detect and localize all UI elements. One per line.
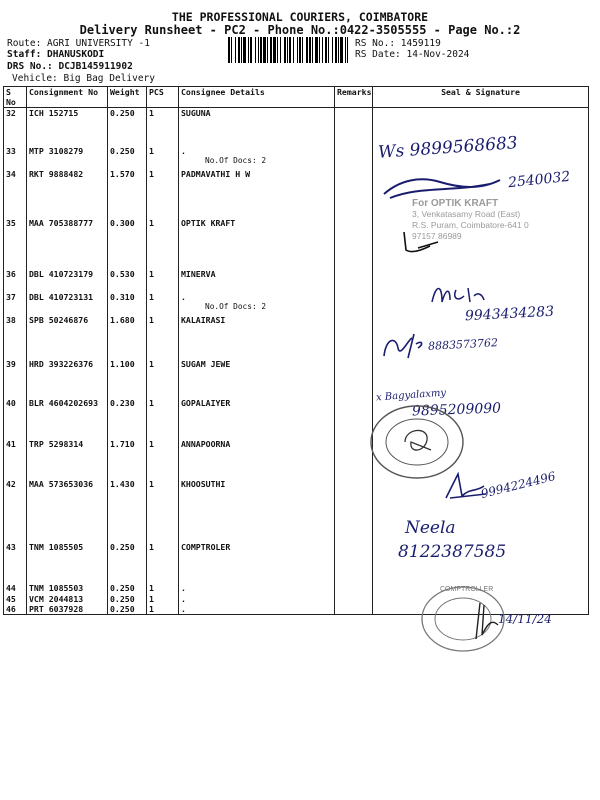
cell-consignee-text: . <box>181 603 186 614</box>
cell-weight <box>108 583 147 594</box>
cell-pcs <box>147 398 179 439</box>
cell-consignment-no-text: SPB 50246876 <box>29 314 89 325</box>
cell-consignee-text: ANNAPOORNA <box>181 438 231 449</box>
runsheet-table <box>3 86 589 615</box>
cell-pcs-text: 1 <box>149 603 154 614</box>
cell-consignment-no <box>27 292 108 315</box>
cell-consignee-text: . <box>181 593 186 604</box>
col-remarks: Remarks <box>335 87 373 108</box>
cell-weight <box>108 542 147 583</box>
cell-pcs <box>147 594 179 604</box>
cell-seal-signature <box>373 169 589 218</box>
cell-sno-text: 32 <box>6 108 16 118</box>
cell-consignment-no <box>27 315 108 359</box>
table-row <box>4 359 589 398</box>
cell-consignment-no-text: DBL 410723131 <box>29 291 94 302</box>
cell-consignment-no-text: BLR 4604202693 <box>29 397 99 408</box>
cell-remarks <box>335 169 373 218</box>
handwritten-phone-42: 8122387585 <box>398 542 507 562</box>
table-row <box>4 292 589 315</box>
cell-consignment-no-text: MAA 573653036 <box>29 478 94 489</box>
cell-sno-text: 45 <box>6 593 16 604</box>
cell-sno-text: 44 <box>6 582 16 593</box>
col-consignment: Consignment No <box>27 87 108 108</box>
cell-consignment-no-text: MAA 705388777 <box>29 217 94 228</box>
cell-weight <box>108 359 147 398</box>
col-pcs: PCS <box>147 87 179 108</box>
cell-consignment-no-text: PRT 6037928 <box>29 603 84 614</box>
cell-sno-text: 36 <box>6 268 16 279</box>
cell-consignment-no-text: TNM 1085505 <box>29 541 84 552</box>
cell-pcs-text: 1 <box>149 478 154 489</box>
cell-seal-signature <box>373 218 589 269</box>
cell-consignee <box>179 218 335 269</box>
cell-consignee-text: OPTIK KRAFT <box>181 217 236 228</box>
cell-remarks <box>335 292 373 315</box>
cell-sno-text: 37 <box>6 291 16 302</box>
cell-seal-signature <box>373 108 589 146</box>
cell-consignment-no <box>27 218 108 269</box>
cell-weight <box>108 315 147 359</box>
route-label: Route: AGRI UNIVERSITY -1 <box>7 38 150 49</box>
cell-pcs <box>147 604 179 615</box>
stamp-line-4: 97157 86989 <box>412 231 462 241</box>
cell-consignee <box>179 108 335 146</box>
cell-weight-text: 1.430 <box>110 478 135 489</box>
cell-sno-text: 40 <box>6 397 16 408</box>
cell-weight <box>108 146 147 169</box>
handwritten-phone-33: Ws 9899568683 <box>377 133 519 163</box>
barcode <box>228 37 348 63</box>
cell-consignment-no <box>27 269 108 292</box>
cell-sno <box>4 292 27 315</box>
cell-consignment-no <box>27 604 108 615</box>
cell-consignee <box>179 583 335 594</box>
cell-consignee-text: KALAIRASI <box>181 314 226 325</box>
cell-pcs-text: 1 <box>149 291 154 302</box>
cell-sno <box>4 583 27 594</box>
cell-seal-signature <box>373 583 589 594</box>
cell-weight-text: 1.680 <box>110 314 135 325</box>
cell-weight <box>108 479 147 542</box>
cell-pcs <box>147 108 179 146</box>
cell-remarks <box>335 359 373 398</box>
cell-pcs-text: 1 <box>149 397 154 408</box>
cell-weight-text: 0.530 <box>110 268 135 279</box>
cell-pcs-text: 1 <box>149 582 154 593</box>
cell-seal-signature <box>373 359 589 398</box>
cell-sno-text: 39 <box>6 358 16 369</box>
cell-sno <box>4 315 27 359</box>
cell-seal-signature <box>373 439 589 479</box>
cell-sno-text: 43 <box>6 541 16 552</box>
cell-pcs-text: 1 <box>149 314 154 325</box>
cell-weight <box>108 218 147 269</box>
cell-sno-text: 42 <box>6 478 16 489</box>
cell-sno <box>4 479 27 542</box>
cell-pcs <box>147 315 179 359</box>
runsheet-subtitle: Delivery Runsheet - PC2 - Phone No.:0422-3505555 - Page No.:2 <box>79 23 521 37</box>
table-row <box>4 604 589 615</box>
cell-pcs-text: 1 <box>149 217 154 228</box>
cell-consignee <box>179 439 335 479</box>
handwritten-phone-41: 9994224496 <box>479 468 557 502</box>
cell-weight-text: 0.230 <box>110 397 135 408</box>
cell-weight <box>108 604 147 615</box>
cell-consignment-no <box>27 359 108 398</box>
cell-sno-text: 33 <box>6 145 16 156</box>
cell-sno <box>4 146 27 169</box>
cell-sno-text: 35 <box>6 217 16 228</box>
cell-sno <box>4 218 27 269</box>
cell-seal-signature <box>373 604 589 615</box>
cell-sno <box>4 439 27 479</box>
cell-consignment-no-text: DBL 410723179 <box>29 268 94 279</box>
cell-pcs <box>147 292 179 315</box>
cell-consignment-no-text: HRD 393226376 <box>29 358 94 369</box>
cell-consignee <box>179 359 335 398</box>
cell-consignment-no-text: VCM 2044813 <box>29 593 84 604</box>
cell-seal-signature <box>373 398 589 439</box>
cell-consignment-no <box>27 542 108 583</box>
cell-seal-signature <box>373 146 589 169</box>
cell-consignee <box>179 594 335 604</box>
table-row <box>4 146 589 169</box>
handwritten-phone-39: 9895209090 <box>411 400 502 420</box>
handwritten-date-43: 14/11/24 <box>498 612 552 626</box>
cell-seal-signature <box>373 292 589 315</box>
cell-weight-text: 0.250 <box>110 541 135 552</box>
cell-weight <box>108 439 147 479</box>
cell-consignee <box>179 604 335 615</box>
cell-pcs-text: 1 <box>149 438 154 449</box>
cell-remarks <box>335 439 373 479</box>
cell-consignee-text: COMPTROLER <box>181 541 231 552</box>
cell-consignment-no <box>27 479 108 542</box>
cell-pcs <box>147 359 179 398</box>
cell-consignee-text: . <box>181 291 186 302</box>
cell-remarks <box>335 542 373 583</box>
cell-consignment-no-text: TRP 5298314 <box>29 438 84 449</box>
cell-remarks <box>335 398 373 439</box>
cell-weight-text: 0.250 <box>110 603 135 614</box>
table-row <box>4 218 589 269</box>
table-row <box>4 542 589 583</box>
cell-sno <box>4 594 27 604</box>
cell-pcs-text: 1 <box>149 593 154 604</box>
cell-seal-signature <box>373 594 589 604</box>
cell-weight <box>108 398 147 439</box>
cell-weight-text: 1.710 <box>110 438 135 449</box>
cell-pcs <box>147 146 179 169</box>
cell-remarks <box>335 583 373 594</box>
cell-consignee-text: GOPALAIYER <box>181 397 231 408</box>
handwritten-phone-37: 9943434283 <box>464 303 555 325</box>
table-row <box>4 439 589 479</box>
cell-remarks <box>335 269 373 292</box>
cell-remarks <box>335 108 373 146</box>
cell-pcs <box>147 479 179 542</box>
table-row <box>4 108 589 146</box>
handwritten-name-39: x Bagyalaxmy <box>375 387 447 404</box>
table-row <box>4 269 589 292</box>
cell-weight-text: 1.100 <box>110 358 135 369</box>
vehicle-label: Vehicle: Big Bag Delivery <box>12 73 155 84</box>
cell-remarks <box>335 479 373 542</box>
cell-weight <box>108 169 147 218</box>
cell-weight-text: 0.250 <box>110 593 135 604</box>
cell-consignment-no-text: RKT 9888482 <box>29 168 84 179</box>
cell-sno <box>4 269 27 292</box>
drs-label: DRS No.: DCJB145911902 <box>7 61 133 72</box>
cell-consignee <box>179 479 335 542</box>
table-row <box>4 315 589 359</box>
cell-consignee <box>179 292 335 315</box>
cell-sno-text: 46 <box>6 603 16 614</box>
cell-seal-signature <box>373 542 589 583</box>
cell-weight <box>108 108 147 146</box>
stamp-line-3: R.S. Puram, Coimbatore-641 0 <box>412 220 529 230</box>
cell-consignee <box>179 315 335 359</box>
table-header-row <box>4 87 589 108</box>
col-seal-signature: Seal & Signature <box>373 87 589 108</box>
handwritten-phone-38: 8883573762 <box>427 336 499 353</box>
cell-consignment-no <box>27 398 108 439</box>
cell-seal-signature <box>373 315 589 359</box>
staff-label: Staff: DHANUSKODI <box>7 49 105 60</box>
cell-consignment-no <box>27 108 108 146</box>
cell-sno-text: 41 <box>6 438 16 449</box>
cell-consignee-text: SUGAM JEWE <box>181 358 231 369</box>
cell-weight <box>108 594 147 604</box>
cell-consignee-text: PADMAVATHI H W <box>181 168 251 179</box>
cell-weight-text: 0.310 <box>110 291 135 302</box>
cell-weight <box>108 269 147 292</box>
cell-pcs <box>147 269 179 292</box>
cell-pcs-text: 1 <box>149 541 154 552</box>
table-row <box>4 479 589 542</box>
cell-weight-text: 0.250 <box>110 108 135 118</box>
cell-sno-text: 34 <box>6 168 16 179</box>
stamp-line-2: 3, Venkatasamy Road (East) <box>412 209 521 219</box>
cell-sno <box>4 604 27 615</box>
cell-consignee-text: . <box>181 145 186 156</box>
cell-consignment-no <box>27 169 108 218</box>
cell-sno <box>4 542 27 583</box>
cell-remarks <box>335 218 373 269</box>
cell-pcs-text: 1 <box>149 168 154 179</box>
cell-consignee <box>179 542 335 583</box>
cell-pcs-text: 1 <box>149 358 154 369</box>
stamp-line-1: For OPTIK KRAFT <box>412 198 499 209</box>
cell-consignee-text: SUGUNA <box>181 108 211 118</box>
cell-remarks <box>335 146 373 169</box>
cell-consignee <box>179 398 335 439</box>
cell-consignment-no <box>27 594 108 604</box>
cell-sno <box>4 169 27 218</box>
cell-sno <box>4 359 27 398</box>
cell-pcs-text: 1 <box>149 108 154 118</box>
cell-consignee-text: MINERVA <box>181 268 216 279</box>
cell-consignee-text: KHOOSUTHI <box>181 478 226 489</box>
cell-consignment-no-text: ICH 152715 <box>29 108 79 118</box>
cell-remarks <box>335 604 373 615</box>
cell-pcs <box>147 542 179 583</box>
seal-text-43: COMPTROLLER <box>440 586 494 593</box>
cell-sno <box>4 108 27 146</box>
cell-seal-signature <box>373 269 589 292</box>
cell-pcs <box>147 218 179 269</box>
cell-pcs <box>147 439 179 479</box>
cell-pcs-text: 1 <box>149 268 154 279</box>
cell-weight <box>108 292 147 315</box>
table-row <box>4 594 589 604</box>
cell-pcs-text: 1 <box>149 145 154 156</box>
cell-consignee <box>179 169 335 218</box>
cell-remarks <box>335 315 373 359</box>
cell-pcs <box>147 169 179 218</box>
cell-consignee <box>179 269 335 292</box>
col-weight: Weight <box>108 87 147 108</box>
cell-consignment-no <box>27 146 108 169</box>
cell-consignment-no <box>27 583 108 594</box>
docs-count: No.Of Docs: 2 <box>205 301 267 311</box>
docs-count: No.Of Docs: 2 <box>205 155 267 165</box>
cell-consignee-text: . <box>181 582 186 593</box>
cell-consignment-no-text: MTP 3108279 <box>29 145 84 156</box>
cell-weight-text: 0.250 <box>110 582 135 593</box>
cell-weight-text: 1.570 <box>110 168 135 179</box>
table-row <box>4 398 589 439</box>
cell-consignment-no <box>27 439 108 479</box>
cell-weight-text: 0.250 <box>110 145 135 156</box>
rs-date: RS Date: 14-Nov-2024 <box>355 49 470 60</box>
cell-seal-signature <box>373 479 589 542</box>
rs-number: RS No.: 1459119 <box>355 38 441 49</box>
cell-remarks <box>335 594 373 604</box>
cell-weight-text: 0.300 <box>110 217 135 228</box>
table-row <box>4 583 589 594</box>
cell-pcs <box>147 583 179 594</box>
cell-consignee <box>179 146 335 169</box>
col-consignee: Consignee Details <box>179 87 335 108</box>
handwritten-note-34: 2540032 <box>507 168 572 192</box>
handwritten-name-42: Neela <box>405 518 456 538</box>
table-row <box>4 169 589 218</box>
cell-sno <box>4 398 27 439</box>
runsheet-title: THE PROFESSIONAL COURIERS, COIMBATORE <box>171 10 429 24</box>
col-sno: S No <box>4 87 27 108</box>
cell-sno-text: 38 <box>6 314 16 325</box>
cell-consignment-no-text: TNM 1085503 <box>29 582 84 593</box>
